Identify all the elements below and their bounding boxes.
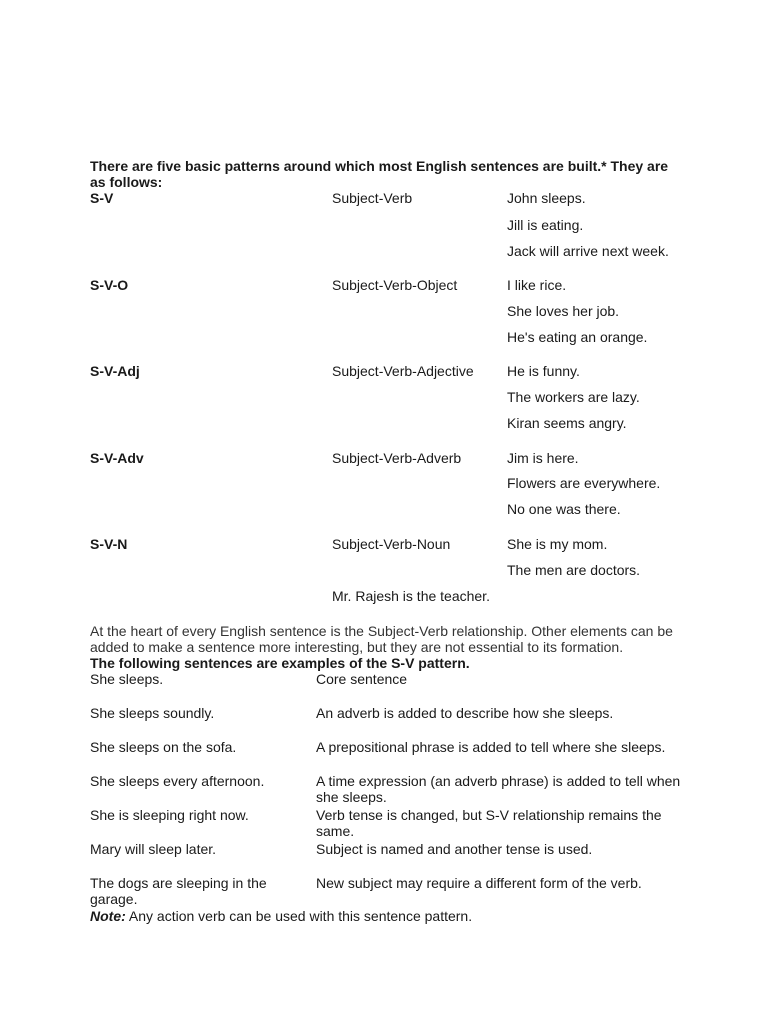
pattern-example: He is funny. — [507, 363, 580, 379]
pattern-name: Subject-Verb — [332, 190, 413, 206]
sv-explanation: Subject is named and another tense is used. — [316, 841, 593, 857]
extra-example: Mr. Rajesh is the teacher. — [332, 588, 490, 604]
note — [90, 908, 472, 924]
note-text: Any action verb can be used with this sentence pattern. — [125, 908, 473, 924]
sv-sentence: Mary will sleep later. — [90, 841, 217, 857]
pattern-code: S-V-N — [90, 536, 128, 552]
sv-explanation: New subject may require a different form of the verb. — [316, 875, 642, 891]
pattern-example: He's eating an orange. — [507, 329, 648, 345]
pattern-example: The men are doctors. — [507, 562, 641, 578]
sv-sentence: garage. — [90, 891, 138, 907]
sv-explanation: A time expression (an adverb phrase) is added to tell when — [316, 773, 681, 789]
pattern-example: Flowers are everywhere. — [507, 475, 661, 491]
intro-line-1: There are five basic patterns around which most English sentences are built.* They are — [90, 158, 669, 174]
pattern-example: Jim is here. — [507, 450, 579, 466]
pattern-code: S-V-Adv — [90, 450, 144, 466]
sv-sentence: The dogs are sleeping in the — [90, 875, 267, 891]
sv-explanation: Core sentence — [316, 671, 408, 687]
pattern-name: Subject-Verb-Adjective — [332, 363, 474, 379]
sv-sentence: She sleeps every afternoon. — [90, 773, 265, 789]
sv-explanation: A prepositional phrase is added to tell where she sleeps. — [316, 739, 666, 755]
pattern-name: Subject-Verb-Noun — [332, 536, 451, 552]
pattern-example: Jack will arrive next week. — [507, 243, 669, 259]
sv-explanation: she sleeps. — [316, 789, 387, 805]
heart-line-1: At the heart of every English sentence is the Subject-Verb relationship. Other elements can be — [90, 623, 673, 639]
sv-sentence: She sleeps. — [90, 671, 164, 687]
sv-explanation: Verb tense is changed, but S-V relationship remains the — [316, 807, 662, 823]
pattern-example: John sleeps. — [507, 190, 586, 206]
pattern-code: S-V — [90, 190, 114, 206]
pattern-name: Subject-Verb-Object — [332, 277, 458, 293]
pattern-example: She loves her job. — [507, 303, 620, 319]
sv-sentence: She is sleeping right now. — [90, 807, 249, 823]
pattern-example: Kiran seems angry. — [507, 415, 627, 431]
sv-heading: The following sentences are examples of the S-V pattern. — [90, 655, 470, 671]
sv-sentence: She sleeps on the sofa. — [90, 739, 237, 755]
pattern-code: S-V-O — [90, 277, 129, 293]
sv-explanation: An adverb is added to describe how she sleeps. — [316, 705, 614, 721]
pattern-example: The workers are lazy. — [507, 389, 640, 405]
sv-sentence: She sleeps soundly. — [90, 705, 215, 721]
intro-line-2: as follows: — [90, 174, 163, 190]
pattern-code: S-V-Adj — [90, 363, 140, 379]
heart-line-2: added to make a sentence more interesting, but they are not essential to its formation. — [90, 639, 624, 655]
pattern-name: Subject-Verb-Adverb — [332, 450, 462, 466]
pattern-example: Jill is eating. — [507, 217, 584, 233]
pattern-example: She is my mom. — [507, 536, 608, 552]
note-label: Note: — [90, 908, 126, 924]
pattern-example: No one was there. — [507, 501, 621, 517]
sv-explanation: same. — [316, 823, 355, 839]
pattern-example: I like rice. — [507, 277, 567, 293]
